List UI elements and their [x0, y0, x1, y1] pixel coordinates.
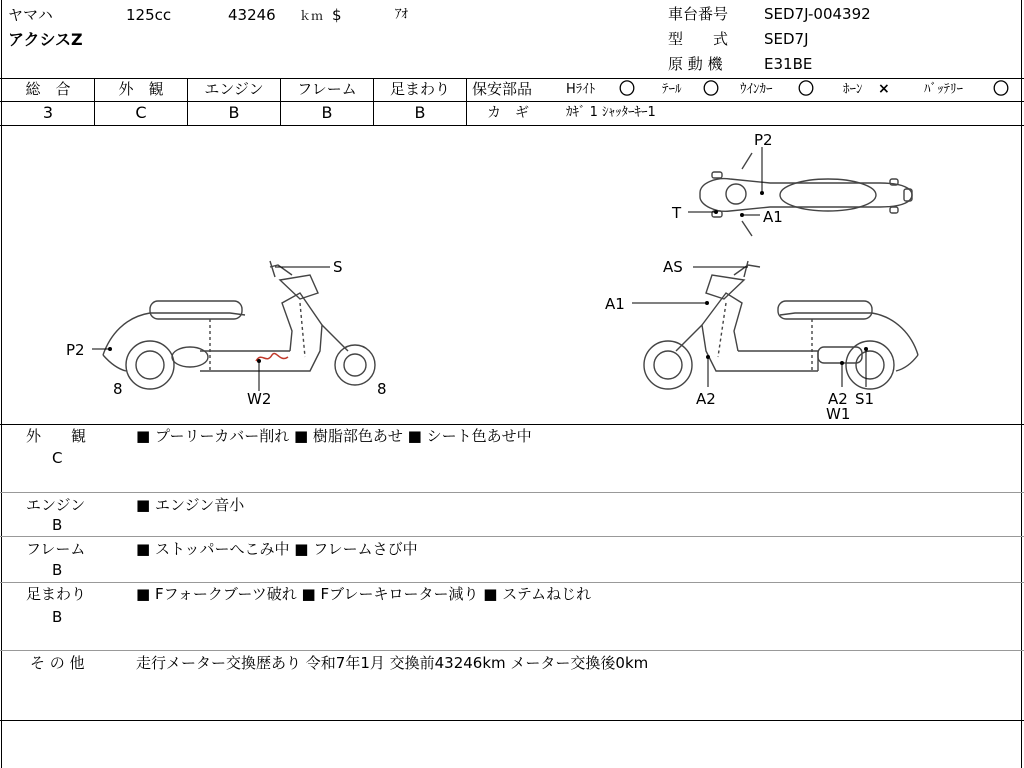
suspension-grade: B — [414, 103, 426, 122]
overall-label: 総 合 — [25, 80, 71, 98]
right-a2b-dot — [840, 361, 844, 365]
label-right-a2: A2 — [696, 390, 716, 408]
color: ｱｵ — [395, 7, 408, 22]
top-a1-dot — [740, 213, 744, 217]
note-exterior-label: 外 観 — [26, 427, 87, 445]
label-right-w1: W1 — [826, 405, 851, 423]
tail-status: 〇 — [703, 79, 720, 98]
scratch-mark — [256, 353, 288, 361]
label-right-a2b: A2 — [828, 390, 848, 408]
label-left-s: S — [333, 258, 343, 276]
winker-label: ｳｲﾝｶｰ — [740, 82, 773, 97]
label-top-p2: P2 — [754, 131, 773, 149]
tail-label: ﾃｰﾙ — [662, 82, 682, 97]
right-a1-dot — [705, 301, 709, 305]
scooter-right-view — [644, 261, 918, 389]
top-t-dot — [714, 210, 718, 214]
note-engine-label: エンジン — [26, 496, 86, 514]
safety-row-mid — [467, 101, 1024, 102]
note-frame-text: ■ ストッパーへこみ中 ■ フレームさび中 — [136, 540, 418, 558]
battery-label: ﾊﾞｯﾃﾘｰ — [924, 82, 963, 97]
notes-sep-5 — [0, 720, 1024, 721]
top-p2-dot — [760, 191, 764, 195]
grade-col-5 — [466, 78, 467, 125]
notes-sep-1 — [0, 492, 1024, 493]
maker: ヤマハ — [8, 6, 53, 24]
suspension-label: 足まわり — [389, 80, 450, 98]
mileage-unit: ｋｍ — [299, 9, 324, 23]
overall-grade: 3 — [42, 103, 54, 122]
engine-label: エンジン — [204, 80, 264, 98]
note-suspension-text: ■ Fフォークブーツ破れ ■ Fブレーキローター減り ■ ステムねじれ — [136, 585, 592, 603]
note-engine-text: ■ エンジン音小 — [136, 496, 245, 514]
scooter-diagram — [0, 125, 1024, 425]
label-left-p2: P2 — [66, 341, 85, 359]
exterior-label: 外 観 — [118, 80, 164, 98]
key-info: ｶｷﾞ 1 ｼｬｯﾀｰｷｰ1 — [566, 105, 656, 120]
label-top-t: T — [672, 204, 682, 222]
horn-label: ﾎｰﾝ — [843, 82, 863, 97]
model-name: アクシスZ — [8, 30, 83, 49]
note-other-text: 走行メーター交換歴あり 令和7年1月 交換前43246km メーター交換後0km — [136, 654, 649, 672]
label-right-a1: A1 — [605, 295, 625, 313]
model-type-label: 型 式 — [668, 30, 729, 48]
note-frame-grade: B — [52, 561, 63, 579]
exterior-grade: C — [135, 103, 147, 122]
winker-status: 〇 — [798, 79, 815, 98]
right-a2-dot — [706, 355, 710, 359]
left-w2-dot — [257, 359, 261, 363]
engine-model-label: 原 動 機 — [668, 55, 723, 73]
mileage: 43246 — [228, 6, 276, 24]
label-left-8b: 8 — [377, 380, 387, 398]
left-p2-dot — [108, 347, 112, 351]
right-s1-dot — [864, 347, 868, 351]
frame-no: SED7J-004392 — [764, 5, 871, 23]
displacement: 125cc — [126, 6, 172, 24]
model-type: SED7J — [764, 30, 809, 48]
headlight-label: Hﾗｲﾄ — [566, 82, 596, 97]
note-suspension-label: 足まわり — [26, 585, 87, 603]
label-left-8a: 8 — [113, 380, 123, 398]
label-left-w2: W2 — [247, 390, 272, 408]
frame-label: フレーム — [297, 80, 357, 98]
scooter-left-view — [103, 261, 375, 389]
headlight-status: 〇 — [619, 79, 636, 98]
notes-sep-4 — [0, 650, 1024, 651]
engine-grade: B — [228, 103, 240, 122]
label-right-s1: S1 — [855, 390, 875, 408]
notes-sep-2 — [0, 536, 1024, 537]
key-label: カ ギ — [487, 105, 529, 121]
dollar-mark: $ — [332, 6, 342, 24]
scooter-top-view — [700, 153, 912, 236]
label-right-as: AS — [663, 258, 683, 276]
note-other-label: そ の 他 — [30, 654, 85, 672]
grade-row-mid — [0, 101, 467, 102]
note-frame-label: フレーム — [26, 540, 86, 558]
frame-no-label: 車台番号 — [668, 5, 729, 23]
engine-model: E31BE — [764, 55, 813, 73]
notes-sep-3 — [0, 582, 1024, 583]
note-suspension-grade: B — [52, 608, 63, 626]
grade-row-top — [0, 78, 1024, 79]
label-top-a1: A1 — [763, 208, 783, 226]
note-exterior-text: ■ プーリーカバー削れ ■ 樹脂部色あせ ■ シート色あせ中 — [136, 427, 532, 445]
note-engine-grade: B — [52, 516, 63, 534]
horn-status: × — [878, 81, 890, 97]
note-exterior-grade: C — [52, 449, 63, 467]
battery-status: 〇 — [993, 79, 1010, 98]
frame-grade: B — [321, 103, 333, 122]
safety-label: 保安部品 — [472, 80, 533, 98]
notes-top — [0, 424, 1024, 425]
